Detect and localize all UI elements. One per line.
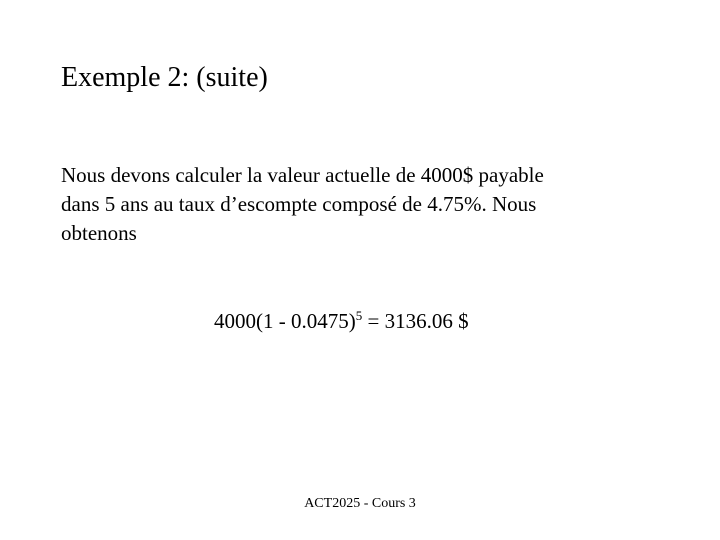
formula-base: 4000(1 - 0.0475) bbox=[214, 309, 356, 333]
slide-title: Exemple 2: (suite) bbox=[61, 62, 268, 93]
formula bbox=[214, 307, 469, 335]
body-line: obtenons bbox=[61, 221, 137, 245]
slide-footer: ACT2025 - Cours 3 bbox=[304, 496, 416, 511]
body-line: dans 5 ans au taux d’escompte composé de 4.75%. Nous bbox=[61, 192, 537, 216]
body-paragraph bbox=[61, 161, 641, 248]
formula-result: = 3136.06 $ bbox=[362, 309, 469, 333]
body-line: Nous devons calculer la valeur actuelle de 4000$ payable bbox=[61, 163, 544, 187]
formula-exponent: 5 bbox=[355, 308, 363, 323]
